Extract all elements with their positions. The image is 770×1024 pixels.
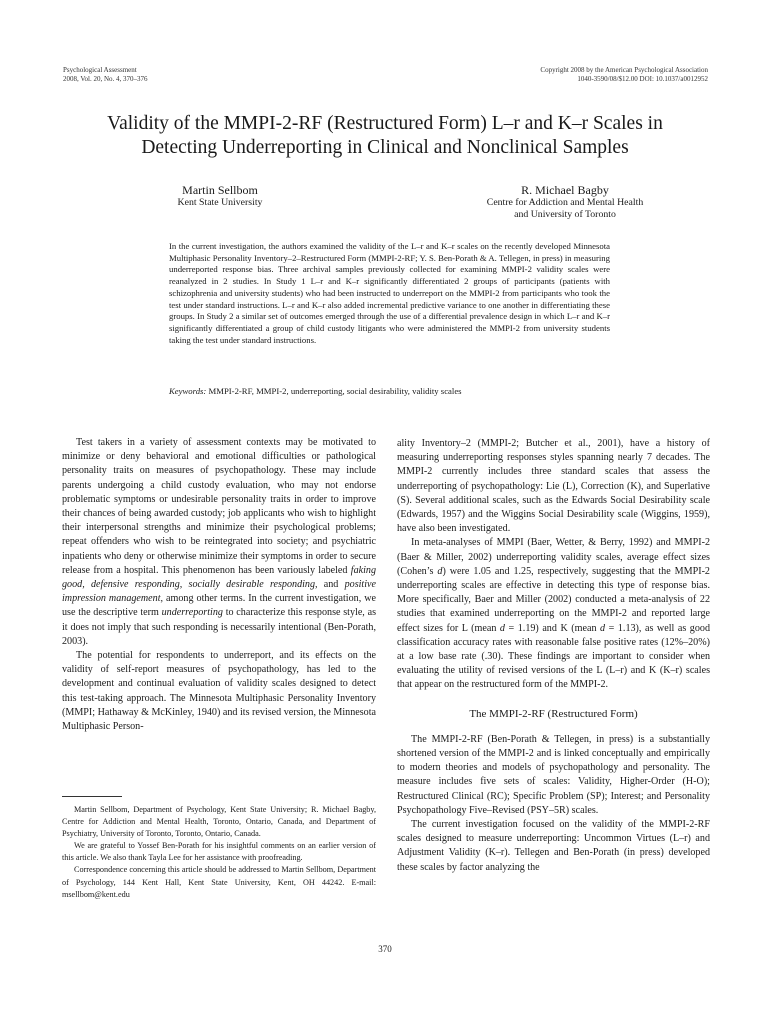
keywords-label: Keywords:	[169, 386, 207, 396]
emphasis: underreporting	[161, 607, 223, 619]
author-name: Martin Sellbom	[182, 183, 258, 197]
paragraph: The current investigation focused on the validity of the MMPI-2-RF scales designed to measure underreporting: Uncommon Virtues (L–r) and Adjustment Validity (K–r). Tellegen and Ben-Porath (in press) developed these scales by factor analyzing the	[397, 819, 710, 873]
body-column-right	[397, 437, 710, 875]
author-block-1	[130, 183, 310, 209]
emphasis: faking good, defensive responding, socially desirable responding,	[62, 564, 376, 591]
footnote: Correspondence concerning this article should be addressed to Martin Sellbom, Department of Psychology, 144 Kent Hall, Kent State University, Kent, OH 44242. E-mail: msellbom@kent.edu	[62, 865, 376, 899]
page-number: 370	[378, 944, 392, 954]
copyright-header	[540, 66, 708, 83]
section-heading: The MMPI-2-RF (Restructured Form)	[469, 707, 638, 720]
footnote: We are grateful to Yossef Ben-Porath for his insightful comments on an earlier version of this article. We also thank Tayla Lee for her assistance with proofreading.	[62, 841, 376, 863]
text-run: Test takers in a variety of assessment contexts may be motivated to minimize or deny behavioral and emotional difficulties or pathological personality traits on measures of psychopathology. These may include parents undergoing a child custody evaluation, who may not endorse problematic symptoms or undesirable personality traits in order to improve their chances of being awarded custody; job applicants who wish to highlight their interpersonal strengths and minimize their psychological problems; repeat offenders who wish to be reintegrated into society; and psychiatric inpatients who deny or otherwise minimize their symptoms in order to secure release from a hospital. This phenomenon has been variously labeled	[62, 437, 376, 576]
author-name: R. Michael Bagby	[521, 183, 609, 197]
journal-citation: 2008, Vol. 20, No. 4, 370–376	[63, 74, 148, 83]
keywords	[169, 386, 610, 397]
title-line-2: Detecting Underreporting in Clinical and Nonclinical Samples	[141, 137, 629, 158]
footnote-divider	[62, 796, 122, 797]
text-run: and	[317, 579, 345, 591]
copyright-line: Copyright 2008 by the American Psychological Association	[540, 66, 708, 74]
author-affiliation: Kent State University	[177, 197, 263, 208]
author-affiliation-line-2: and University of Toronto	[514, 208, 616, 220]
abstract: In the current investigation, the authors examined the validity of the L–r and K–r scales on the recently developed Minnesota Multiphasic Personality Inventory–2–Restructured Form (MMPI-2-RF; Y. S. Ben-Porath & A. Tellegen, in press) in measuring underreported response bias. Three archival samples previously collected for examining MMPI-2 validity scales were reanalyzed in 2 studies. In Study 1 L–r and K–r significantly differentiated 2 groups of participants (patients with schizophrenia and university students) who had been instructed to underreport on the MMPI-2 from participants who took the test under standard instructions. L–r and K–r also added incremental predictive variance to one another in differentiating these groups. In Study 2 a similar set of outcomes emerged through the use of a differential prevalence design in which L–r and K–r significantly differentiated a group of child custody litigants who were administered the MMPI-2 from university students taking the test under standard instructions.	[169, 241, 610, 345]
emphasis: d	[437, 565, 443, 577]
text-run: to characterize this response style, as it does not imply that such responding is necessarily intentional (Ben-Porath, 2003).	[62, 607, 376, 647]
paragraph	[62, 436, 376, 649]
journal-name: Psychological Assessment	[63, 66, 137, 74]
footnotes	[62, 804, 376, 901]
doi-line: 1040-3590/08/$12.00 DOI: 10.1037/a0012952	[577, 74, 708, 83]
text-run: among other terms. In the current investigation, we use the descriptive term	[62, 593, 376, 619]
text-run: = 1.13), as well as good classification accuracy rates with reasonable false positive rates (12%–20%) at a low base rate (.30). These findings are important to consider when evaluating the utility of revised versions of the L (L–r) and K (K–r) scales that appear on the restructured form of the MMPI-2.	[397, 622, 710, 691]
emphasis: d	[600, 622, 606, 634]
paragraph: ality Inventory–2 (MMPI-2; Butcher et al., 2001), have a history of measuring underreporting responses styles spanning nearly 7 decades. The MMPI-2 currently includes three standard scales that assess the underreporting of psychopathology: Lie (L), Correction (K), and Superlative (S). Several additional scales, such as the Edwards Social Desirability scale (Edwards, 1957) and the Wiggins Social Desirability scale (Wiggins, 1959), have also been investigated.	[397, 438, 710, 535]
title-line-1: Validity of the MMPI-2-RF (Restructured Form) L–r and K–r Scales in	[107, 113, 663, 134]
author-affiliation: Centre for Addiction and Mental Health	[486, 197, 644, 208]
author-block-2	[440, 183, 690, 220]
journal-header	[63, 66, 148, 83]
text-run: = 1.19) and K (mean	[504, 622, 601, 634]
text-run: In meta-analyses of MMPI (Baer, Wetter, & Berry, 1992) and MMPI-2 (Baer & Miller, 2002) underreporting validity scales, average effect sizes (Cohen’s	[397, 537, 710, 577]
paragraph: The MMPI-2-RF (Ben-Porath & Tellegen, in press) is a substantially shortened version of the MMPI-2 and is linked conceptually and empirically to modern theories and models of psychopathology and personality. The measure includes five sets of scales: Validity, Higher-Order (H-O); Restructured Clinical (RC); Specific Problem (SP); Interest; and Personality Psychopathology Five–Revised (PSY–5R) scales.	[397, 733, 710, 816]
text-run: ) were 1.05 and 1.25, respectively, suggesting that the MMPI-2 underreporting scales are effective in detecting this type of response bias. More specifically, Baer and Miller (2002) conducted a meta-analysis of 22 studies that examined underreporting on the MMPI-2 and reported large effect sizes for L (mean	[397, 565, 710, 634]
keywords-text: MMPI-2-RF, MMPI-2, underreporting, social desirability, validity scales	[208, 386, 462, 396]
paragraph: The potential for respondents to underreport, and its effects on the validity of self-report measures of psychopathology, has led to the development and continual evaluation of validity scales designed to detect this test-taking approach. The Minnesota Multiphasic Personality Inventory (MMPI; Hathaway & McKinley, 1940) and its revised version, the Minnesota Multiphasic Person-	[62, 650, 376, 733]
footnote: Martin Sellbom, Department of Psychology, Kent State University; R. Michael Bagby, Centre for Addiction and Mental Health, Toronto, Ontario, Canada, and Department of Psychiatry, University of Toronto, Toronto, Ontario, Canada.	[62, 805, 376, 839]
article-title	[40, 112, 730, 160]
emphasis: d	[499, 622, 505, 634]
body-column-left	[62, 436, 376, 734]
paragraph	[397, 536, 710, 692]
emphasis: positive impression management,	[62, 579, 376, 605]
